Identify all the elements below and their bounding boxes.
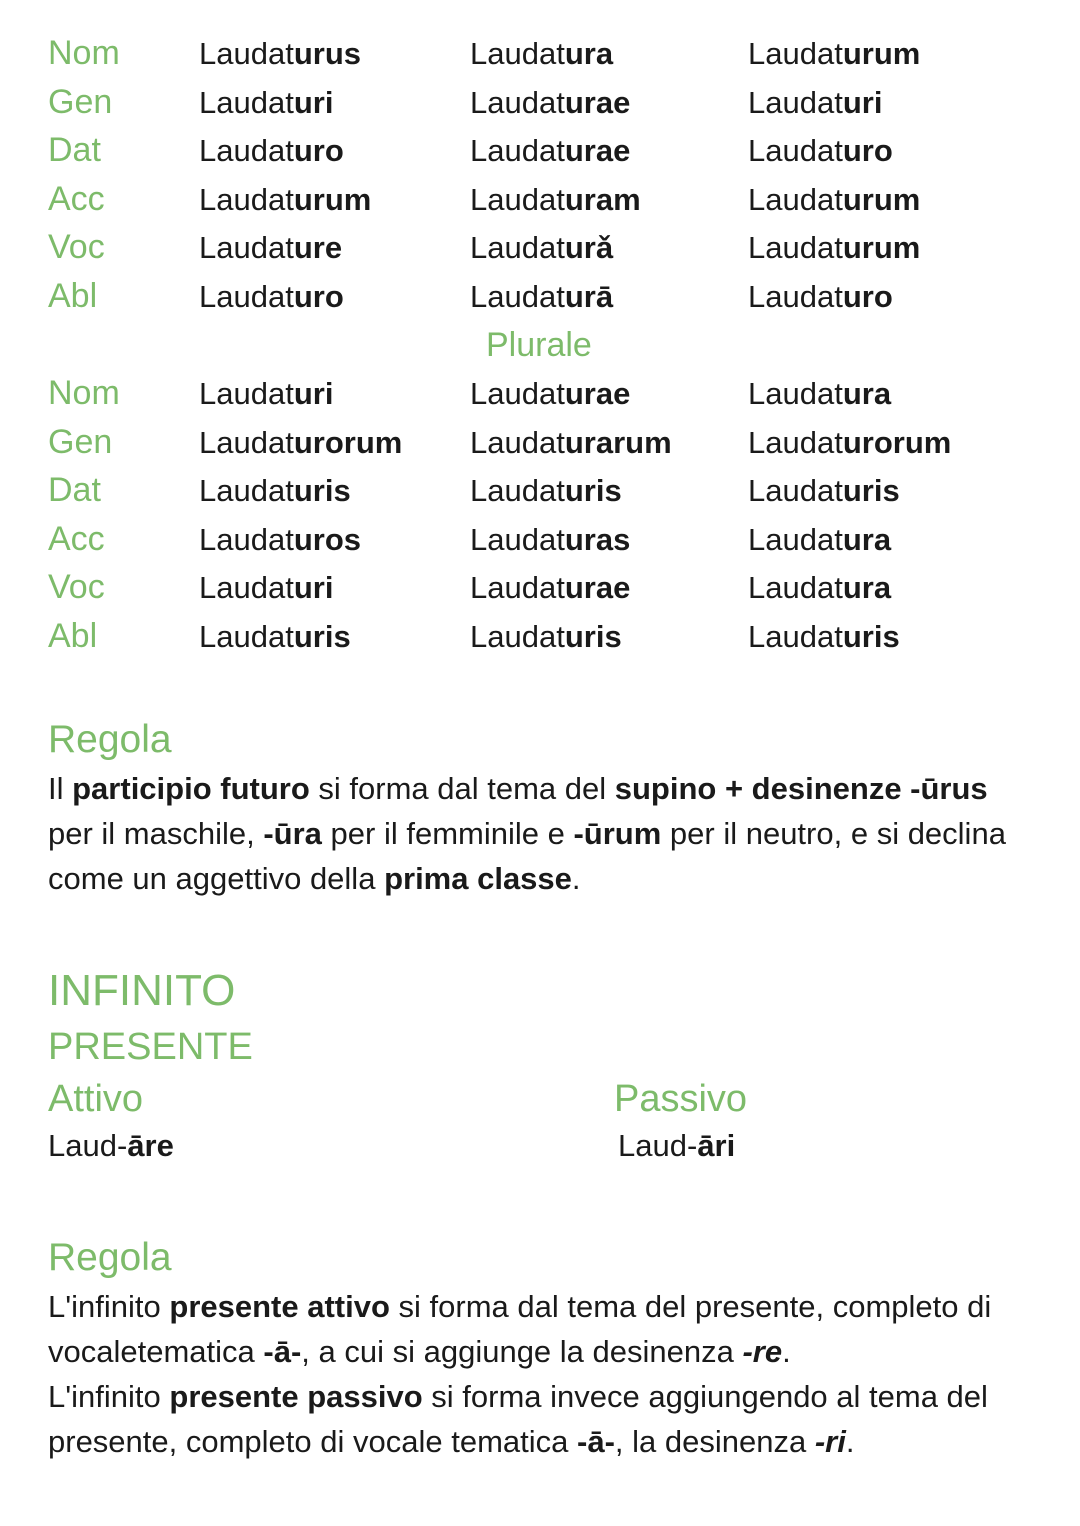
rule-1-text: Il participio futuro si forma dal tema del supino + desinenze -ūrus per il maschile, -ūra per il femminile e -ūrum per il neutro, e si declina come un aggettivo della prima classe. xyxy=(48,771,1006,896)
declension-cell-f xyxy=(470,36,613,72)
stem: Laudat xyxy=(748,230,843,266)
stem: Laudat xyxy=(748,133,843,169)
ending: urum xyxy=(842,181,921,217)
case-label: Voc xyxy=(48,228,105,267)
declension-cell-m xyxy=(199,522,361,558)
ending: uram xyxy=(564,181,641,217)
stem: Laudat xyxy=(199,473,294,509)
stem: Laudat xyxy=(748,570,843,606)
declension-cell-f xyxy=(470,182,641,218)
active-form: Laud-āre xyxy=(48,1128,174,1163)
stem: Laudat xyxy=(748,84,843,120)
rule-2-title: Regola xyxy=(48,1236,172,1279)
case-label: Dat xyxy=(48,471,101,510)
declension-cell-n xyxy=(748,619,900,655)
ending: ura xyxy=(842,376,892,411)
declension-cell-n xyxy=(748,570,891,606)
stem: Laudat xyxy=(199,424,294,460)
ending: urǎ xyxy=(564,230,614,266)
ending: uros xyxy=(293,521,362,557)
declension-cell-f xyxy=(470,376,630,412)
stem: Laudat xyxy=(470,181,565,217)
ending: uris xyxy=(842,473,900,509)
stem: Laudat xyxy=(199,84,294,120)
stem: Laudat xyxy=(748,619,843,654)
ending: uris xyxy=(564,619,622,654)
stem: Laudat xyxy=(199,279,294,314)
declension-cell-n xyxy=(748,85,882,121)
stem: Laudat xyxy=(470,376,565,411)
ending: urorum xyxy=(842,424,952,460)
ending: uro xyxy=(293,133,344,169)
stem: Laudat xyxy=(470,133,565,169)
declension-cell-m xyxy=(199,425,402,461)
stem: Laudat xyxy=(470,619,565,654)
declension-cell-f xyxy=(470,619,622,655)
stem: Laudat xyxy=(470,570,565,606)
declension-cell-m xyxy=(199,619,351,655)
ending: uri xyxy=(293,570,334,606)
ending: urum xyxy=(293,181,372,217)
ending: urum xyxy=(842,36,921,71)
stem: Laudat xyxy=(470,84,565,120)
declension-cell-n xyxy=(748,182,920,218)
active-label: Attivo xyxy=(48,1078,144,1120)
ending: uro xyxy=(293,279,344,314)
ending: urae xyxy=(564,84,631,120)
declension-cell-m xyxy=(199,36,361,72)
plural-label: Plurale xyxy=(486,326,592,364)
stem: Laudat xyxy=(470,36,565,71)
declension-cell-m xyxy=(199,182,371,218)
declension-cell-m xyxy=(199,376,333,412)
stem: Laudat xyxy=(748,473,843,509)
declension-cell-n xyxy=(748,473,900,509)
stem: Laudat xyxy=(199,230,294,266)
stem: Laudat xyxy=(748,521,843,557)
declension-cell-m xyxy=(199,570,333,606)
passive-label: Passivo xyxy=(614,1078,748,1120)
ending: urā xyxy=(564,279,614,314)
ending: urus xyxy=(293,36,362,71)
ending: ure xyxy=(293,230,343,266)
declension-cell-m xyxy=(199,85,333,121)
case-label: Acc xyxy=(48,179,105,218)
case-label: Voc xyxy=(48,568,105,607)
ending: uris xyxy=(293,619,351,654)
ending: uris xyxy=(564,473,622,509)
ending: uro xyxy=(842,133,893,169)
case-label: Nom xyxy=(48,34,120,72)
declension-cell-n xyxy=(748,279,893,315)
stem: Laudat xyxy=(470,424,565,460)
infinito-title: INFINITO xyxy=(48,966,236,1015)
ending: uro xyxy=(842,279,893,314)
ending: ura xyxy=(842,521,892,557)
rule-2-text-2: L'infinito presente passivo si forma invece aggiungendo al tema del presente, completo di vocale tematica -ā-, la desinenza -ri. xyxy=(48,1379,988,1459)
ending: urarum xyxy=(564,424,672,460)
declension-cell-n xyxy=(748,36,920,72)
stem: Laudat xyxy=(470,521,565,557)
ending: uri xyxy=(293,84,334,120)
stem: Laudat xyxy=(748,181,843,217)
case-label: Dat xyxy=(48,131,101,170)
stem: Laudat xyxy=(748,376,843,411)
declension-cell-m xyxy=(199,133,344,169)
ending: uris xyxy=(842,619,900,654)
stem: Laudat xyxy=(470,279,565,314)
declension-cell-n xyxy=(748,230,920,266)
case-label: Gen xyxy=(48,422,113,461)
stem: Laudat xyxy=(199,619,294,654)
declension-cell-f xyxy=(470,473,622,509)
case-label: Nom xyxy=(48,374,120,412)
case-label: Gen xyxy=(48,82,113,121)
declension-cell-f xyxy=(470,425,672,461)
stem: Laudat xyxy=(199,521,294,557)
case-label: Acc xyxy=(48,519,105,558)
case-label: Abl xyxy=(48,617,98,655)
stem: Laudat xyxy=(470,230,565,266)
ending: uri xyxy=(293,376,334,411)
stem: Laudat xyxy=(199,36,294,71)
declension-cell-n xyxy=(748,376,891,412)
passive-form: Laud-āri xyxy=(618,1128,736,1163)
declension-cell-f xyxy=(470,85,630,121)
declension-cell-f xyxy=(470,570,630,606)
stem: Laudat xyxy=(199,181,294,217)
declension-cell-f xyxy=(470,230,613,266)
case-label: Abl xyxy=(48,277,98,315)
ending: uris xyxy=(293,473,351,509)
ending: uras xyxy=(564,521,631,557)
stem: Laudat xyxy=(199,133,294,169)
declension-cell-n xyxy=(748,133,893,169)
presente-subtitle: PRESENTE xyxy=(48,1026,253,1068)
stem: Laudat xyxy=(748,279,843,314)
stem: Laudat xyxy=(748,424,843,460)
ending: urae xyxy=(564,133,631,169)
declension-cell-m xyxy=(199,230,342,266)
declension-cell-f xyxy=(470,279,613,315)
declension-cell-n xyxy=(748,425,951,461)
ending: uri xyxy=(842,84,883,120)
ending: urorum xyxy=(293,424,403,460)
declension-cell-f xyxy=(470,522,630,558)
ending: ura xyxy=(842,570,892,606)
ending: ura xyxy=(564,36,614,71)
declension-cell-m xyxy=(199,279,344,315)
ending: urum xyxy=(842,230,921,266)
rule-1-title: Regola xyxy=(48,718,172,761)
ending: urae xyxy=(564,376,631,411)
stem: Laudat xyxy=(199,570,294,606)
stem: Laudat xyxy=(199,376,294,411)
ending: urae xyxy=(564,570,631,606)
stem: Laudat xyxy=(748,36,843,71)
rule-2-text-1: L'infinito presente attivo si forma dal tema del presente, completo di vocaletematica -ā-, a cui si aggiunge la desinenza -re. xyxy=(48,1289,992,1369)
declension-cell-n xyxy=(748,522,891,558)
declension-cell-m xyxy=(199,473,351,509)
declension-cell-f xyxy=(470,133,630,169)
stem: Laudat xyxy=(470,473,565,509)
